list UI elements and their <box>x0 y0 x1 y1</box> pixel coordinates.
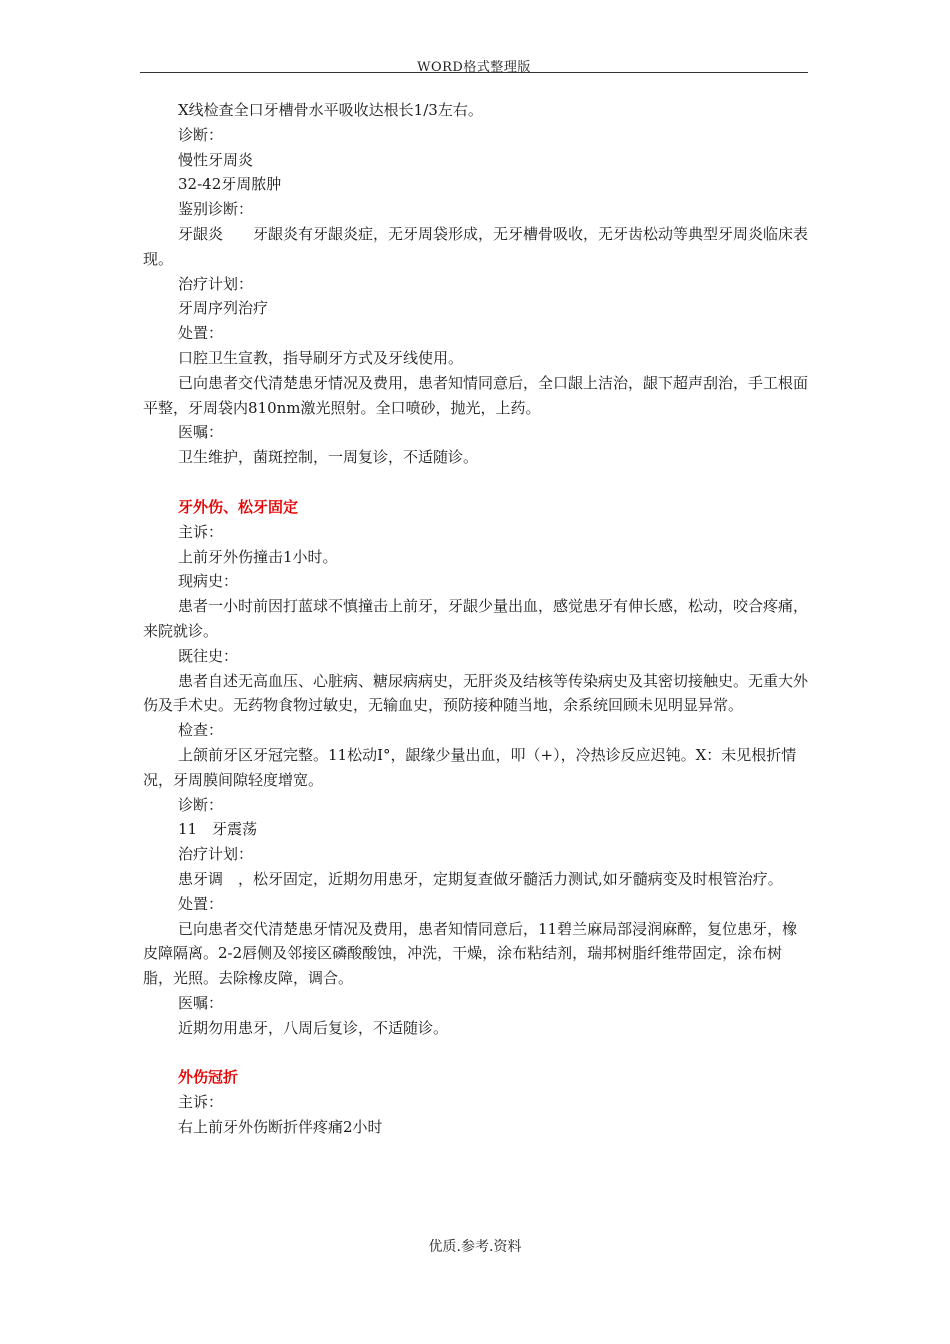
section-label: 现病史： <box>178 572 239 591</box>
body-paragraph: X线检查全口牙槽骨水平吸收达根长1/3左右。 <box>178 101 483 119</box>
body-paragraph: 已向患者交代清楚患牙情况及费用，患者知情同意后，11碧兰麻局部浸润麻醉，复位患牙，橡皮障隔离。2-2唇侧及邻接区磷酸酸蚀，冲洗，干燥，涂布粘结剂，瑞邦树脂纤维带固定，涂布树脂，光照。去除橡皮障，调合。 <box>143 919 798 988</box>
body-paragraph: 牙周序列治疗 <box>178 299 269 318</box>
body-paragraph: 上颌前牙区牙冠完整。11松动Ⅰ°，龈缘少量出血，叩（+），冷热诊反应迟钝。X：未见根折情况，牙周膜间隙轻度增宽。 <box>143 745 797 789</box>
body-paragraph: 口腔卫生宣教，指导刷牙方式及牙线使用。 <box>178 348 464 367</box>
document-body <box>143 98 810 1140</box>
body-paragraph: 患者一小时前因打蓝球不慎撞击上前牙，牙龈少量出血，感觉患牙有伸长感，松动，咬合疼痛，来院就诊。 <box>143 597 809 640</box>
section-label: 主诉： <box>178 522 224 541</box>
body-paragraph: 32-42牙周脓肿 <box>178 175 282 194</box>
body-paragraph: 卫生维护，菌斑控制，一周复诊，不适随诊。 <box>178 448 479 467</box>
body-paragraph: 上前牙外伤撞击1小时。 <box>178 547 338 566</box>
body-paragraph: 近期勿用患牙，八周后复诊，不适随诊。 <box>178 1018 449 1037</box>
body-paragraph: 患牙调 ，松牙固定，近期勿用患牙，定期复查做牙髓活力测试,如牙髓病变及时根管治疗。 <box>178 869 783 888</box>
section-label: 医嘱： <box>178 423 224 442</box>
section-heading: 牙外伤、松牙固定 <box>178 497 299 516</box>
header-title: WORD格式整理版 <box>417 60 531 75</box>
section-label: 既往史： <box>178 646 239 665</box>
section-label: 鉴别诊断： <box>178 200 254 219</box>
section-gap <box>143 1040 810 1065</box>
section-label: 检查： <box>178 721 224 740</box>
section-label: 医嘱： <box>178 993 224 1012</box>
section-label: 治疗计划： <box>178 845 254 864</box>
body-paragraph: 患者自述无高血压、心脏病、糖尿病病史，无肝炎及结核等传染病史及其密切接触史。无重大外伤及手术史。无药物食物过敏史，无输血史，预防接种随当地，余系统回顾未见明显异常。 <box>143 671 809 715</box>
body-paragraph: 已向患者交代清楚患牙情况及费用，患者知情同意后，全口龈上洁治，龈下超声刮治，手工根面平整，牙周袋内810nm激光照射。全口喷砂，抛光，上药。 <box>143 373 809 417</box>
body-paragraph: 牙龈炎 牙龈炎有牙龈炎症，无牙周袋形成，无牙槽骨吸收，无牙齿松动等典型牙周炎临床表现。 <box>143 224 809 268</box>
body-paragraph: 右上前牙外伤断折伴疼痛2小时 <box>178 1118 383 1137</box>
section-label: 诊断： <box>178 125 224 144</box>
section-label: 诊断： <box>178 795 224 814</box>
page-footer: 优质.参考.资料 <box>428 1239 522 1255</box>
body-paragraph: 慢性牙周炎 <box>178 150 254 169</box>
section-label: 处置： <box>178 894 224 913</box>
body-paragraph: 11 牙震荡 <box>178 820 258 839</box>
section-label: 主诉： <box>178 1093 224 1112</box>
section-heading: 外伤冠折 <box>178 1068 239 1087</box>
section-label: 治疗计划： <box>178 274 254 293</box>
section-gap <box>143 470 810 495</box>
section-label: 处置： <box>178 324 224 343</box>
header-rule <box>140 72 808 73</box>
